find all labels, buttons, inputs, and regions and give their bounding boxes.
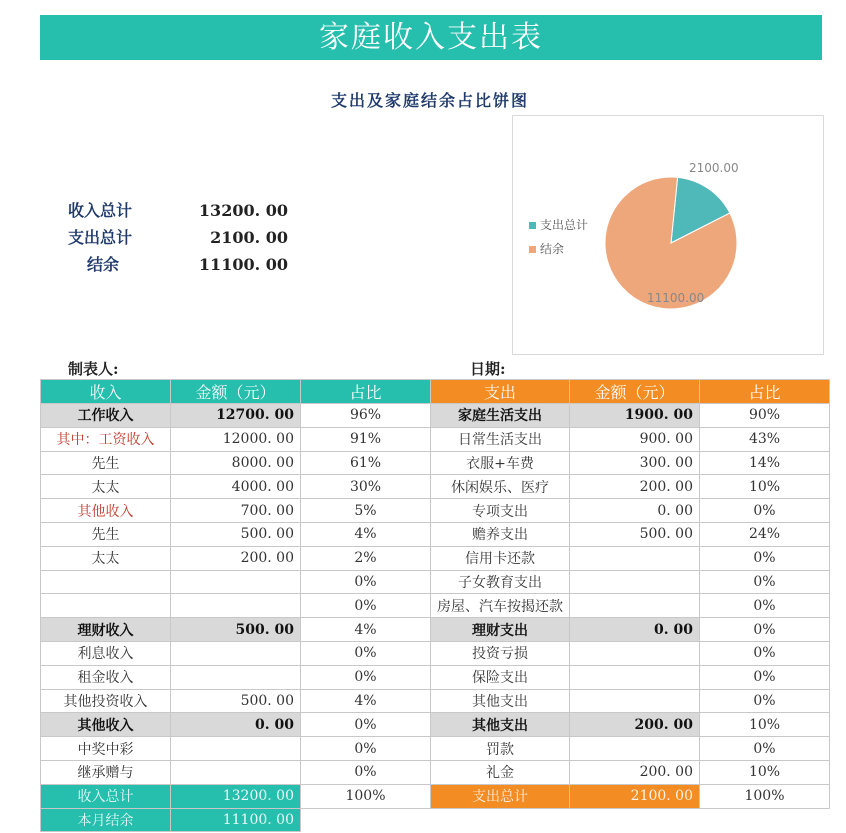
expense-item-cell: 房屋、汽车按揭还款 [431,594,570,618]
table-row [41,760,830,784]
income-item-cell: 中奖中彩 [41,737,171,761]
expense-item-cell: 保险支出 [431,665,570,689]
page-title: 家庭收入支出表 [40,15,822,60]
maker-label: 制表人: [68,360,119,378]
income-ratio-cell: 4% [301,689,431,713]
header-expense-ratio: 占比 [700,380,830,404]
header-income-amount: 金额（元） [171,380,301,404]
income-ratio-cell: 96% [301,404,431,428]
legend-label-expense: 支出总计 [540,218,589,232]
expense-amount-cell: 200. 00 [570,475,700,499]
income-total-amount: 13200. 00 [171,784,301,808]
empty-cell [570,808,700,832]
table-row [41,618,830,642]
expense-item-cell: 赡养支出 [431,522,570,546]
table-totals-row [41,784,830,808]
income-amount-cell [171,641,301,665]
empty-cell [301,808,431,832]
income-ratio-cell: 91% [301,427,431,451]
chart-title: 支出及家庭结余占比饼图 [330,91,529,110]
empty-cell [431,808,570,832]
income-ratio-cell: 61% [301,451,431,475]
expense-ratio-cell: 0% [700,737,830,761]
expense-amount-cell [570,546,700,570]
balance-label: 本月结余 [41,808,171,832]
expense-item-cell: 家庭生活支出 [431,404,570,428]
income-ratio-cell: 0% [301,713,431,737]
income-amount-cell: 500. 00 [171,618,301,642]
balance-amount: 11100. 00 [171,808,301,832]
expense-ratio-cell: 0% [700,665,830,689]
expense-ratio-cell: 10% [700,760,830,784]
income-amount-cell: 700. 00 [171,499,301,523]
income-ratio-cell: 0% [301,641,431,665]
header-income: 收入 [41,380,171,404]
income-amount-cell [171,570,301,594]
pie-chart [513,116,823,354]
expense-total-ratio: 100% [700,784,830,808]
expense-ratio-cell: 10% [700,713,830,737]
income-item-cell: 先生 [41,451,171,475]
table-row [41,641,830,665]
income-amount-cell [171,760,301,784]
table-row [41,475,830,499]
expense-item-cell: 休闲娱乐、医疗 [431,475,570,499]
income-ratio-cell: 4% [301,522,431,546]
income-item-cell [41,570,171,594]
income-item-cell: 其他收入 [41,499,171,523]
income-ratio-cell: 2% [301,546,431,570]
expense-item-cell: 信用卡还款 [431,546,570,570]
date-label: 日期: [470,360,506,378]
expense-amount-cell [570,641,700,665]
income-ratio-cell: 0% [301,570,431,594]
expense-amount-cell [570,689,700,713]
expense-amount-cell [570,570,700,594]
expense-item-cell: 其他支出 [431,689,570,713]
table-header-row [41,380,830,404]
income-item-cell: 太太 [41,475,171,499]
income-expense-table [40,379,830,832]
expense-item-cell: 罚款 [431,737,570,761]
table-row [41,737,830,761]
expense-ratio-cell: 0% [700,618,830,642]
income-amount-cell: 8000. 00 [171,451,301,475]
income-ratio-cell: 5% [301,499,431,523]
expense-item-cell: 礼金 [431,760,570,784]
summary-expense-value: 2100. 00 [210,228,288,247]
table-balance-row [41,808,830,832]
expense-amount-cell: 1900. 00 [570,404,700,428]
expense-amount-cell: 0. 00 [570,618,700,642]
income-amount-cell [171,737,301,761]
expense-ratio-cell: 24% [700,522,830,546]
expense-amount-cell: 300. 00 [570,451,700,475]
income-ratio-cell: 4% [301,618,431,642]
income-total-label: 收入总计 [41,784,171,808]
income-item-cell [41,594,171,618]
expense-amount-cell [570,737,700,761]
summary-balance-value: 11100. 00 [198,255,288,274]
income-item-cell: 工作收入 [41,404,171,428]
income-item-cell: 理财收入 [41,618,171,642]
header-expense-amount: 金额（元） [570,380,700,404]
income-ratio-cell: 0% [301,665,431,689]
expense-amount-cell: 200. 00 [570,713,700,737]
table-row [41,451,830,475]
table-row [41,570,830,594]
income-amount-cell: 12000. 00 [171,427,301,451]
table-row [41,427,830,451]
expense-item-cell: 投资亏损 [431,641,570,665]
expense-amount-cell: 0. 00 [570,499,700,523]
income-item-cell: 利息收入 [41,641,171,665]
expense-ratio-cell: 14% [700,451,830,475]
income-amount-cell: 500. 00 [171,522,301,546]
expense-item-cell: 理财支出 [431,618,570,642]
expense-item-cell: 专项支出 [431,499,570,523]
pie-label-balance: 11100.00 [647,291,705,305]
summary-income-label: 收入总计 [68,201,133,220]
expense-amount-cell [570,594,700,618]
legend-label-balance: 结余 [540,242,565,256]
expense-total-amount: 2100. 00 [570,784,700,808]
income-amount-cell: 4000. 00 [171,475,301,499]
income-amount-cell: 12700. 00 [171,404,301,428]
income-ratio-cell: 0% [301,760,431,784]
income-amount-cell: 200. 00 [171,546,301,570]
income-item-cell: 太太 [41,546,171,570]
income-ratio-cell: 0% [301,737,431,761]
income-item-cell: 租金收入 [41,665,171,689]
income-ratio-cell: 30% [301,475,431,499]
expense-item-cell: 子女教育支出 [431,570,570,594]
empty-cell [700,808,830,832]
table-row [41,499,830,523]
summary-balance-label: 结余 [87,255,120,274]
expense-ratio-cell: 90% [700,404,830,428]
expense-amount-cell: 900. 00 [570,427,700,451]
pie-label-expense: 2100.00 [689,161,739,175]
income-total-ratio: 100% [301,784,431,808]
expense-ratio-cell: 0% [700,546,830,570]
expense-amount-cell: 500. 00 [570,522,700,546]
expense-amount-cell: 200. 00 [570,760,700,784]
expense-ratio-cell: 0% [700,641,830,665]
table-row [41,689,830,713]
table-row [41,594,830,618]
expense-total-label: 支出总计 [431,784,570,808]
income-item-cell: 继承赠与 [41,760,171,784]
income-item-cell: 其中：工资收入 [41,427,171,451]
income-amount-cell: 500. 00 [171,689,301,713]
expense-ratio-cell: 10% [700,475,830,499]
expense-ratio-cell: 0% [700,570,830,594]
table-row [41,404,830,428]
pie-chart-panel [512,115,824,355]
expense-ratio-cell: 0% [700,689,830,713]
expense-amount-cell [570,665,700,689]
income-ratio-cell: 0% [301,594,431,618]
expense-item-cell: 日常生活支出 [431,427,570,451]
header-income-ratio: 占比 [301,380,431,404]
table-row [41,546,830,570]
header-expense: 支出 [431,380,570,404]
table-row [41,713,830,737]
table-row [41,522,830,546]
income-amount-cell: 0. 00 [171,713,301,737]
expense-item-cell: 衣服+车费 [431,451,570,475]
summary-income-value: 13200. 00 [198,201,288,220]
income-item-cell: 其他投资收入 [41,689,171,713]
expense-ratio-cell: 0% [700,499,830,523]
expense-ratio-cell: 0% [700,594,830,618]
income-item-cell: 其他收入 [41,713,171,737]
income-amount-cell [171,594,301,618]
summary-expense-label: 支出总计 [68,228,133,247]
income-item-cell: 先生 [41,522,171,546]
expense-item-cell: 其他支出 [431,713,570,737]
income-amount-cell [171,665,301,689]
expense-ratio-cell: 43% [700,427,830,451]
table-row [41,665,830,689]
